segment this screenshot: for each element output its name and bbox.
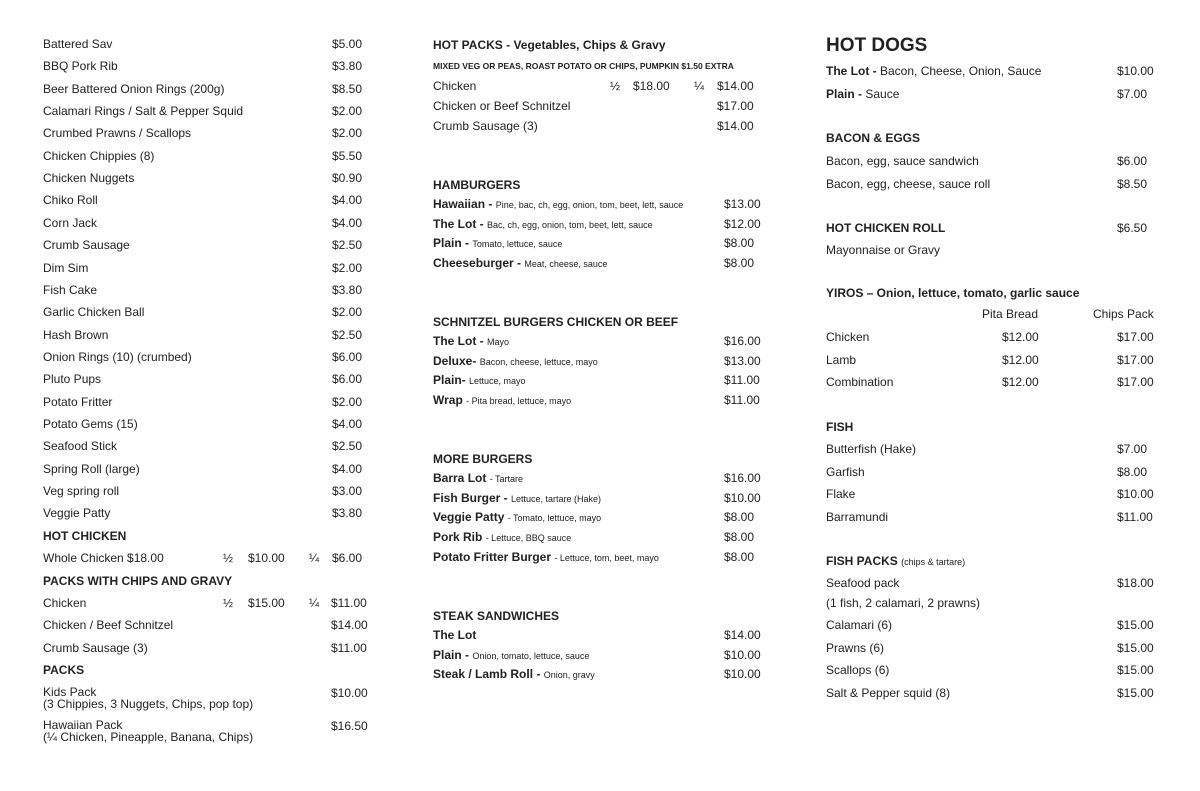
item-price: $8.50 [1117, 176, 1148, 191]
item-name: The Lot - [433, 334, 487, 348]
item-desc: Tomato, lettuce, sauce [472, 239, 563, 250]
item-name: Chicken [826, 330, 870, 344]
item-name: Chicken or Beef Schnitzel [433, 99, 571, 113]
item-desc: (¼ Chicken, Pineapple, Banana, Chips) [43, 730, 254, 744]
item-price: $2.50 [332, 327, 363, 342]
item-name: Calamari (6) [826, 618, 893, 632]
item-name: Steak / Lamb Roll - [433, 667, 544, 682]
item-name: Chicken [433, 79, 477, 93]
item-price: $2.00 [332, 126, 363, 141]
pita-price: $12.00 [1002, 330, 1039, 344]
quarter-symbol: ¼ [309, 596, 320, 610]
item-name: Barra Lot [433, 471, 490, 485]
item-desc: Onion, tomato, lettuce, sauce [472, 650, 590, 661]
item-name: Beer Battered Onion Rings (200g) [43, 81, 225, 96]
item-price: $7.00 [1117, 86, 1148, 101]
item-label [433, 491, 601, 506]
item-price: $2.50 [332, 439, 363, 454]
menu-column-1 [43, 0, 383, 791]
item-label [433, 628, 476, 642]
item-name: Plain - [433, 647, 473, 662]
item-price: $13.00 [724, 197, 761, 211]
item-price: $0.90 [332, 171, 363, 186]
item-price: $11.00 [331, 641, 367, 655]
chips-pack-price: $17.00 [1117, 330, 1154, 344]
item-name: Chicken Chippies (8) [43, 148, 155, 163]
item-price: $4.00 [332, 215, 363, 230]
item-desc: Bac, ch, egg, onion, tom, beet, lett, sauce [487, 219, 653, 230]
item-price: $11.00 [724, 393, 760, 408]
item-price: $10.00 [331, 686, 368, 700]
item-price: $5.00 [332, 37, 363, 51]
item-price: $10.00 [724, 490, 761, 505]
item-label [433, 334, 509, 349]
bacon-eggs-heading: BACON & EGGS [826, 131, 921, 145]
item-price: $13.00 [724, 353, 761, 368]
item-name: Potato Fritter [43, 394, 113, 409]
quarter-price: $6.00 [332, 551, 363, 565]
item-desc: Lettuce, mayo [469, 376, 526, 387]
item-price: $8.00 [724, 236, 755, 251]
item-label [433, 217, 653, 232]
item-name: Potato Gems (15) [43, 416, 138, 431]
pita-price: $12.00 [1002, 352, 1039, 367]
item-name: Veggie Patty [433, 510, 508, 525]
item-name: Garlic Chicken Ball [43, 305, 145, 320]
item-name: Fish Burger - [433, 490, 512, 505]
item-name: Plain - [826, 86, 866, 101]
more-burgers-heading: MORE BURGERS [433, 452, 533, 466]
item-name: Flake [826, 487, 856, 501]
item-label [433, 550, 659, 565]
item-name: Plain - [433, 236, 473, 251]
item-label [433, 393, 571, 408]
kids-pack-row [43, 686, 383, 710]
hamburgers-heading: HAMBURGERS [433, 178, 521, 192]
item-name: Butterfish (Hake) [826, 442, 917, 456]
pita-bread-header: Pita Bread [982, 307, 1039, 321]
item-name: Barramundi [826, 509, 889, 524]
yiros-heading: YIROS – Onion, lettuce, tomato, garlic sauce [826, 286, 1080, 300]
item-label [433, 530, 571, 545]
item-name: Hawaiian - [433, 197, 496, 211]
item-name: Potato Fritter Burger [433, 549, 555, 564]
item-price: $6.00 [332, 349, 363, 364]
item-name: Whole Chicken $18.00 [43, 551, 164, 565]
item-name: Seafood pack [826, 576, 900, 590]
item-price: $16.00 [724, 471, 761, 485]
item-name: Fish Cake [43, 282, 98, 297]
packs-chips-heading: PACKS WITH CHIPS AND GRAVY [43, 574, 233, 588]
item-name: Dim Sim [43, 260, 89, 275]
item-label [433, 471, 523, 486]
item-price: $6.00 [332, 372, 363, 387]
item-price: $5.50 [332, 148, 363, 163]
item-name: Crumb Sausage [43, 238, 130, 253]
item-price: $8.00 [724, 510, 755, 525]
pita-price: $12.00 [1002, 375, 1039, 389]
item-name: Pluto Pups [43, 372, 102, 387]
steak-sandwiches-heading: STEAK SANDWICHES [433, 609, 560, 623]
half-price: $18.00 [633, 79, 670, 93]
item-name: Battered Sav [43, 37, 113, 51]
item-price: $2.00 [332, 104, 363, 119]
item-name: Hash Brown [43, 327, 109, 342]
chips-pack-price: $17.00 [1117, 352, 1154, 367]
item-desc: - Lettuce, BBQ sauce [485, 533, 572, 544]
item-label [826, 64, 1041, 78]
item-price: $7.00 [1117, 442, 1148, 456]
item-name: The Lot - [433, 216, 487, 231]
item-price: $2.00 [332, 305, 363, 320]
item-label [433, 197, 683, 212]
item-name: Plain- [433, 373, 470, 388]
item-desc: - Tomato, lettuce, mayo [507, 513, 602, 524]
item-name: The Lot - [826, 64, 880, 78]
quarter-price: $11.00 [331, 596, 367, 610]
item-desc: - Pita bread, lettuce, mayo [466, 396, 572, 407]
item-price: $15.00 [1117, 640, 1154, 655]
item-price: $4.00 [332, 416, 363, 431]
item-price: $11.00 [1117, 509, 1153, 524]
item-price: $8.00 [1117, 464, 1148, 479]
fish-packs-note: (chips & tartare) [901, 557, 966, 567]
hot-dogs-heading: HOT DOGS [826, 35, 928, 56]
hot-chicken-heading: HOT CHICKEN [43, 529, 127, 543]
item-desc: - Lettuce, tom, beet, mayo [554, 552, 659, 563]
item-price: $14.00 [331, 618, 368, 632]
item-price: $10.00 [724, 667, 761, 682]
item-name: Salt & Pepper squid (8) [826, 685, 951, 700]
item-desc: Mayo [487, 337, 510, 347]
hot-packs-note: MIXED VEG OR PEAS, ROAST POTATO OR CHIPS, PUMPKIN $1.50 EXTRA [433, 61, 734, 71]
item-price: $2.00 [332, 394, 363, 409]
item-name: Hawaiian Pack [43, 718, 123, 732]
item-price: $3.80 [332, 59, 363, 74]
item-price: $12.00 [724, 216, 761, 231]
item-price: $15.00 [1117, 685, 1154, 700]
item-price: $10.00 [1117, 64, 1154, 78]
item-label [433, 256, 607, 271]
item-price: $15.00 [1117, 663, 1154, 677]
item-name: Scallops (6) [826, 663, 890, 677]
item-price: $2.00 [332, 260, 363, 275]
fish-packs-heading-row [826, 554, 965, 569]
item-desc: (3 Chippies, 3 Nuggets, Chips, pop top) [43, 697, 254, 711]
item-desc: Bacon, cheese, lettuce, mayo [479, 356, 598, 367]
item-name: Crumb Sausage (3) [433, 119, 538, 133]
item-price: $6.50 [1117, 221, 1148, 235]
packs-heading: PACKS [43, 663, 85, 677]
item-name: Chicken / Beef Schnitzel [43, 618, 174, 632]
item-name: Combination [826, 375, 894, 389]
item-price: $8.00 [724, 530, 755, 545]
item-price: $4.00 [332, 193, 363, 208]
item-desc: Lettuce, tartare (Hake) [511, 493, 602, 504]
item-price: $8.50 [332, 81, 363, 96]
item-name: Deluxe- [433, 353, 480, 368]
item-price: $10.00 [724, 647, 761, 662]
item-name: Seafood Stick [43, 439, 118, 454]
hot-packs-heading: HOT PACKS - Vegetables, Chips & Gravy [433, 38, 666, 52]
item-name: Prawns (6) [826, 640, 885, 655]
item-price: $2.50 [332, 238, 363, 253]
item-name: Chicken [43, 596, 87, 610]
half-symbol: ½ [223, 551, 234, 565]
section-heading: HOT CHICKEN ROLL [826, 221, 946, 235]
half-price: $15.00 [248, 596, 285, 610]
half-symbol: ½ [223, 596, 234, 610]
item-label [433, 510, 601, 525]
quarter-price: $14.00 [717, 79, 754, 93]
item-label [433, 667, 595, 682]
item-price: $4.00 [332, 461, 363, 476]
item-desc: Meat, cheese, sauce [524, 259, 608, 270]
item-desc: Bacon, Cheese, Onion, Sauce [880, 64, 1042, 78]
quarter-symbol: ¼ [309, 551, 320, 565]
item-label [826, 87, 899, 101]
item-price: $16.50 [331, 719, 368, 733]
item-name: Wrap [433, 393, 467, 408]
item-name: Spring Roll (large) [43, 461, 140, 476]
item-name: Bacon, egg, sauce sandwich [826, 154, 979, 168]
item-name: Kids Pack [43, 685, 97, 699]
item-name: Lamb [826, 352, 857, 367]
item-price: $11.00 [724, 373, 760, 388]
item-name: Veg spring roll [43, 484, 120, 498]
item-name: Cheeseburger - [433, 256, 525, 271]
item-name: Pork Rib [433, 530, 486, 545]
item-price: $10.00 [1117, 487, 1154, 501]
item-desc: - Tartare [489, 474, 524, 484]
item-price: $8.00 [724, 549, 755, 564]
item-price: $3.00 [332, 484, 363, 498]
half-symbol: ½ [610, 79, 621, 93]
item-name: Chicken Nuggets [43, 171, 135, 186]
item-label [433, 354, 598, 369]
hawaiian-pack-row [43, 719, 383, 743]
item-desc: Sauce [865, 86, 900, 101]
menu-column-2 [433, 0, 783, 791]
item-name: Bacon, egg, cheese, sauce roll [826, 176, 991, 191]
item-price: $14.00 [724, 628, 761, 642]
item-name: Veggie Patty [43, 506, 111, 521]
item-price: $16.00 [724, 334, 761, 348]
item-name: Calamari Rings / Salt & Pepper Squid [43, 104, 244, 119]
item-price: $17.00 [717, 99, 754, 113]
seafood-pack-desc: (1 fish, 2 calamari, 2 prawns) [826, 596, 981, 610]
item-price: $6.00 [1117, 154, 1148, 168]
fish-packs-heading: FISH PACKS [826, 554, 898, 568]
item-price: $15.00 [1117, 618, 1154, 632]
item-name: Chiko Roll [43, 193, 98, 208]
item-price: $18.00 [1117, 576, 1154, 590]
chips-pack-price: $17.00 [1117, 375, 1154, 389]
schnitzel-burgers-heading: SCHNITZEL BURGERS CHICKEN OR BEEF [433, 315, 679, 329]
menu-column-3 [826, 0, 1166, 791]
item-price: $3.80 [332, 506, 363, 521]
chips-pack-header: Chips Pack [1093, 307, 1154, 321]
item-price: $8.00 [724, 256, 755, 271]
item-price: $3.80 [332, 282, 363, 297]
item-name: BBQ Pork Rib [43, 59, 118, 74]
item-price: $14.00 [717, 119, 754, 133]
hot-chicken-roll-desc: Mayonnaise or Gravy [826, 243, 941, 257]
fish-heading: FISH [826, 420, 854, 434]
item-desc: Pine, bac, ch, egg, onion, tom, beet, lett, sauce [495, 200, 684, 210]
item-label [433, 648, 589, 663]
item-name: Onion Rings (10) (crumbed) [43, 349, 192, 364]
item-label [433, 236, 562, 251]
item-name: The Lot [433, 628, 477, 642]
quarter-symbol: ¼ [694, 79, 705, 93]
item-desc: Onion, gravy [543, 670, 595, 681]
item-label [433, 373, 526, 388]
half-price: $10.00 [248, 551, 285, 565]
item-name: Crumb Sausage (3) [43, 641, 148, 655]
item-name: Crumbed Prawns / Scallops [43, 126, 192, 141]
item-name: Corn Jack [43, 215, 98, 230]
item-name: Garfish [826, 464, 865, 479]
